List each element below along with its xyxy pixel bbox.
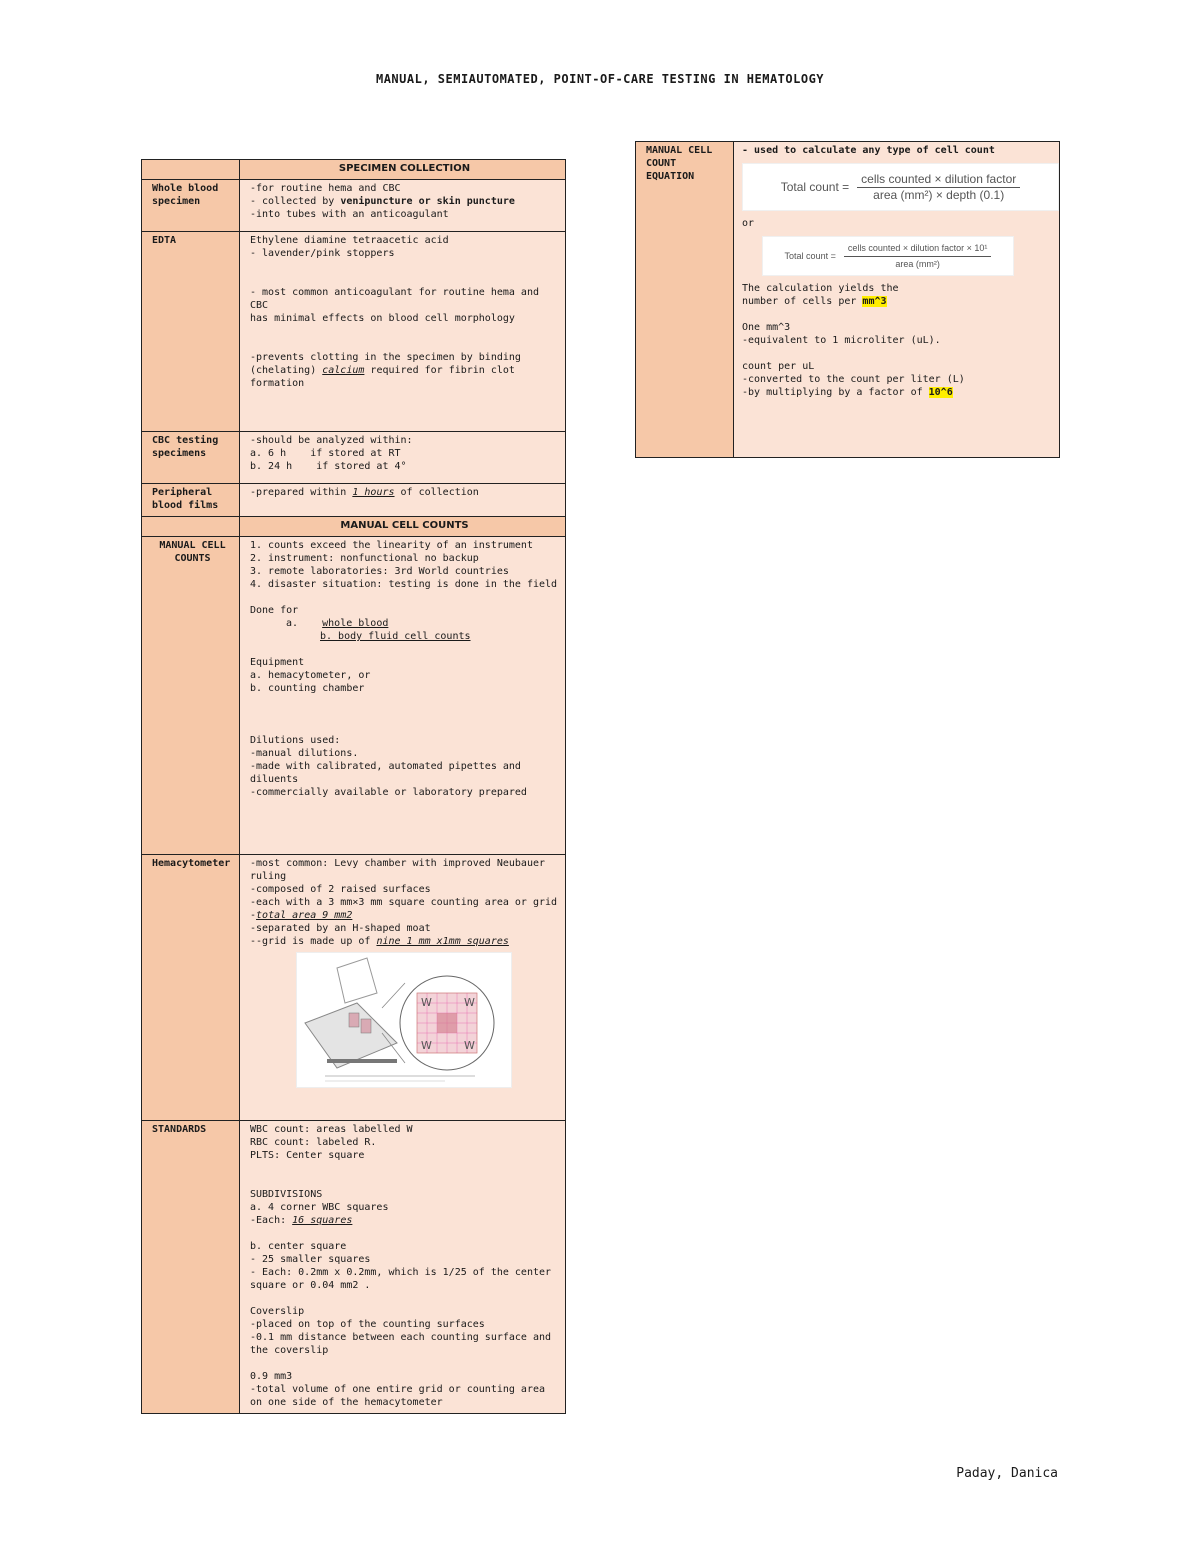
hemacytometer-diagram-w-label: W (421, 1039, 432, 1052)
row-content (240, 484, 566, 517)
row-label: Peripheral blood films (142, 484, 240, 517)
text-line: a. whole blood (286, 618, 389, 629)
row-label: MANUAL CELL COUNTS (142, 537, 240, 855)
text-line: 0.9 mm3 (250, 1371, 293, 1382)
formula-lhs: Total count = (780, 179, 850, 194)
section-title: MANUAL CELL COUNTS (240, 517, 566, 537)
text-line: -equivalent to 1 microliter (uL). (742, 335, 941, 346)
formula-denominator: area (mm²) × depth (0.1) (873, 187, 1005, 202)
text-line: RBC count: labeled R. (250, 1137, 377, 1148)
text-line: -each with a 3 mm×3 mm square counting area or grid (250, 897, 558, 908)
section-title: SPECIMEN COLLECTION (240, 160, 566, 180)
formula-lhs: Total count = (784, 250, 836, 261)
text-line: -should be analyzed within: (250, 435, 413, 446)
table-row (636, 142, 1060, 458)
text-line: -converted to the count per liter (L) (742, 374, 965, 385)
text-line: WBC count: areas labelled W (250, 1124, 413, 1135)
text-line: - Each: 0.2mm x 0.2mm, which is 1/25 of the center square or 0.04 mm2 . (250, 1267, 558, 1291)
text-line: - lavender/pink stoppers (250, 248, 395, 259)
row-content (240, 180, 566, 232)
row-label: EDTA (142, 232, 240, 432)
table-row (142, 537, 566, 855)
text-line: a. 4 corner WBC squares (250, 1202, 389, 1213)
text-line: 2. instrument: nonfunctional no backup (250, 553, 479, 564)
formula-denominator: area (mm²) (895, 258, 940, 269)
text-line: -by multiplying by a factor of 10^6 (742, 387, 953, 398)
text-line: b. center square (250, 1241, 347, 1252)
text-line: -made with calibrated, automated pipettes and diluents (250, 761, 527, 785)
text-line: - 25 smaller squares (250, 1254, 371, 1265)
text-line: b. counting chamber (250, 683, 365, 694)
text-line: 3. remote laboratories: 3rd World countries (250, 566, 509, 577)
text-line: -commercially available or laboratory prepared (250, 787, 527, 798)
row-content (240, 432, 566, 484)
text-line: 1. counts exceed the linearity of an instrument (250, 540, 533, 551)
formula-1 (742, 163, 1059, 211)
table-row (142, 1121, 566, 1414)
text-line: -total volume of one entire grid or counting area on one side of the hemacytometer (250, 1384, 552, 1408)
text-line: - used to calculate any type of cell count (742, 145, 995, 156)
text-line: Coverslip (250, 1306, 305, 1317)
text-line: number of cells per mm^3 (742, 296, 887, 307)
section-header-row (142, 517, 566, 537)
page-title: MANUAL, SEMIAUTOMATED, POINT-OF-CARE TESTING IN HEMATOLOGY (375, 72, 825, 86)
text-line: -0.1 mm distance between each counting surface and the coverslip (250, 1332, 558, 1356)
row-label: Whole blood specimen (142, 180, 240, 232)
text-line: --grid is made up of nine 1 mm x1mm squares (250, 936, 509, 947)
text-line: -most common: Levy chamber with improved Neubauer ruling (250, 858, 552, 882)
hemacytometer-diagram-w-label: W (464, 996, 475, 1009)
text-line: PLTS: Center square (250, 1150, 365, 1161)
text-line: -for routine hema and CBC (250, 183, 401, 194)
hemacytometer-diagram-w-label: W (464, 1039, 475, 1052)
text-line: or (742, 218, 755, 229)
text-line: - most common anticoagulant for routine hema and CBC (250, 287, 546, 311)
text-line: Equipment (250, 657, 305, 668)
row-content (240, 855, 566, 1121)
text-line: has minimal effects on blood cell morphology (250, 313, 515, 324)
text-line: - collected by venipuncture or skin puncture (250, 196, 515, 207)
equation-table (635, 141, 1060, 458)
row-label: MANUAL CELL COUNT EQUATION (636, 142, 734, 458)
table-row (142, 232, 566, 432)
text-line: a. 6 h if stored at RT (250, 448, 401, 459)
text-line: SUBDIVISIONS (250, 1189, 323, 1200)
text-line: -separated by an H-shaped moat (250, 923, 431, 934)
text-line: b. body fluid cell counts (320, 631, 471, 642)
text-line: -into tubes with an anticoagulant (250, 209, 449, 220)
table-row (142, 180, 566, 232)
row-content (240, 232, 566, 432)
text-line: -manual dilutions. (250, 748, 359, 759)
text-line: 4. disaster situation: testing is done in the field (250, 579, 558, 590)
text-line: -prepared within 1 hours of collection (250, 487, 479, 498)
specimen-table (141, 159, 566, 1414)
hemacytometer-diagram-w-label: W (421, 996, 432, 1009)
text-line: -Each: 16 squares (250, 1215, 353, 1226)
text-line: -composed of 2 raised surfaces (250, 884, 431, 895)
row-content (734, 142, 1060, 458)
text-line: b. 24 h if stored at 4° (250, 461, 407, 472)
text-line: -placed on top of the counting surfaces (250, 1319, 485, 1330)
formula-numerator: cells counted × dilution factor × 10¹ (844, 242, 992, 257)
formula-2 (762, 236, 1014, 276)
hemacytometer-diagram (296, 952, 512, 1088)
table-row (142, 484, 566, 517)
text-line: Ethylene diamine tetraacetic acid (250, 235, 449, 246)
table-row (142, 855, 566, 1121)
row-content (240, 1121, 566, 1414)
text-line: a. hemacytometer, or (250, 670, 371, 681)
text-line: Dilutions used: (250, 735, 341, 746)
table-row (142, 432, 566, 484)
formula-numerator: cells counted × dilution factor (857, 173, 1020, 188)
section-header-row (142, 160, 566, 180)
row-content (240, 537, 566, 855)
hemacytometer-illustration (297, 953, 511, 1087)
text-line: One mm^3 (742, 322, 791, 333)
text-line: Done for (250, 605, 299, 616)
row-label: STANDARDS (142, 1121, 240, 1414)
text-line: The calculation yields the (742, 283, 899, 294)
row-label: Hemacytometer (142, 855, 240, 1121)
text-line: -prevents clotting in the specimen by binding (chelating) calcium required for fibrin clot formation (250, 352, 527, 389)
text-line: count per uL (742, 361, 815, 372)
text-line: -total area 9 mm2 (250, 910, 353, 921)
row-label: CBC testing specimens (142, 432, 240, 484)
author-footer: Paday, Danica (956, 1466, 1058, 1481)
